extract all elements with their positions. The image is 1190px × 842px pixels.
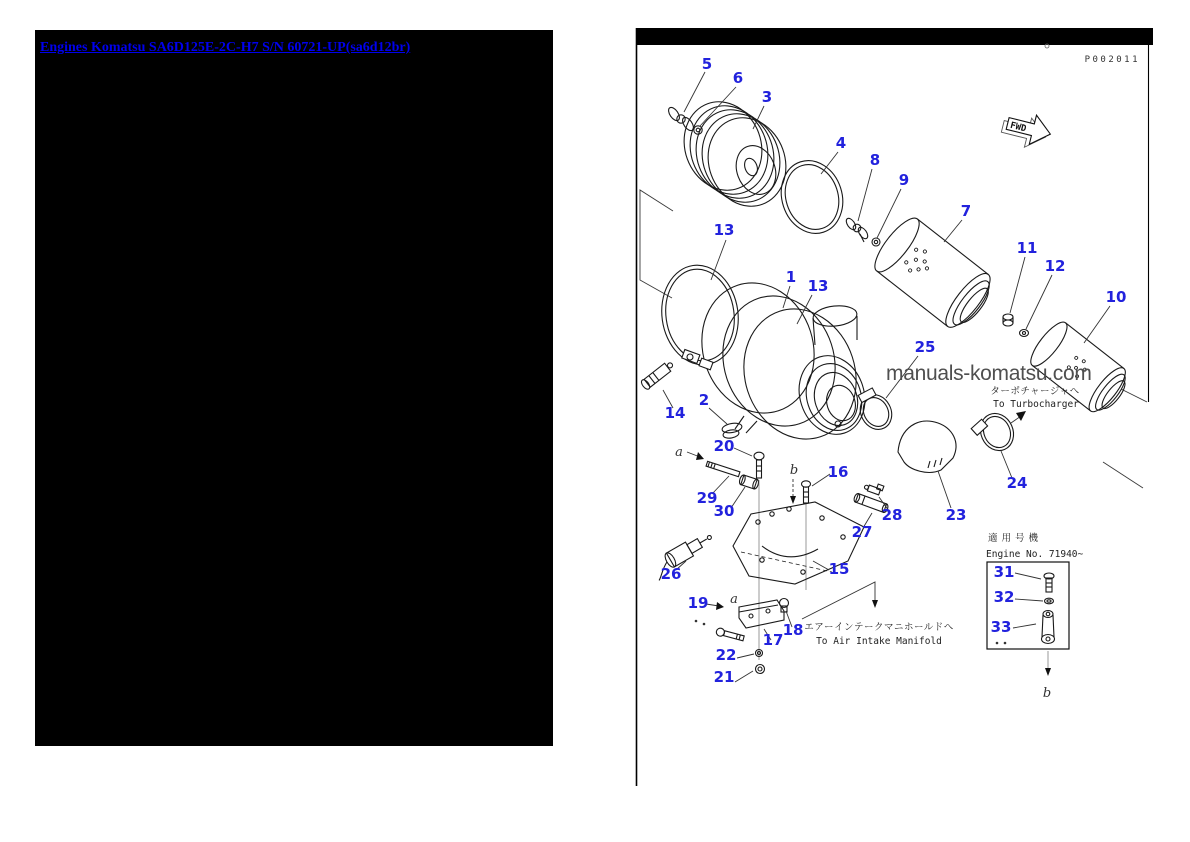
top-black-bar (636, 28, 1153, 45)
part-29-stud (706, 461, 740, 476)
reference-arrows (687, 411, 1026, 619)
callout-1: 1 (785, 268, 797, 286)
watermark: manuals-komatsu.com (886, 362, 1092, 385)
callout-27: 27 (851, 523, 873, 541)
ref-b-1: b (789, 463, 799, 478)
ref-a-1: a (675, 445, 683, 460)
callout-26: 26 (660, 565, 682, 583)
plate-code: P002011 (1084, 55, 1140, 65)
ref-b-2: b (1042, 686, 1052, 701)
engine-no-label-en: Engine No. 71940~ (986, 549, 1084, 560)
part-24-hose-clamp (969, 408, 1019, 458)
callout-11: 11 (1016, 239, 1038, 257)
part-7-outer-element (868, 212, 1000, 335)
part-14-clamp-screw (640, 360, 676, 391)
callout-24: 24 (1006, 474, 1028, 492)
callout-4: 4 (835, 134, 847, 152)
callout-12: 12 (1044, 257, 1066, 275)
callout-14: 14 (664, 404, 686, 422)
callout-18: 18 (782, 621, 804, 639)
callout-16: 16 (827, 463, 849, 481)
part-9-washer (872, 238, 880, 246)
callout-9: 9 (898, 171, 910, 189)
callout-33: 33 (990, 618, 1012, 636)
callout-21: 21 (713, 668, 735, 686)
callout-29: 29 (696, 489, 718, 507)
callout-19: 19 (687, 594, 709, 612)
callout-3: 3 (761, 88, 773, 106)
callout-15: 15 (828, 560, 850, 578)
part-1-air-cleaner-body (685, 268, 874, 454)
part-23-elbow-hose (898, 421, 956, 472)
callout-7: 7 (960, 202, 972, 220)
callout-5: 5 (701, 55, 713, 73)
callout-30: 30 (713, 502, 735, 520)
part-16-bolt (802, 481, 811, 503)
part-17-bracket-block (739, 600, 784, 628)
callout-13b: 13 (807, 277, 829, 295)
callout-25: 25 (914, 338, 936, 356)
callout-2: 2 (698, 391, 710, 409)
engine-no-label-jp: 適用号機 (988, 533, 1043, 544)
fwd-arrow-icon (999, 108, 1054, 153)
part-13-band-clamp (655, 260, 744, 370)
part-3-end-cover (672, 91, 798, 218)
part-6-washer (694, 126, 702, 134)
callout-23: 23 (945, 506, 967, 524)
intake-label-en: To Air Intake Manifold (816, 636, 942, 647)
callout-13: 13 (713, 221, 735, 239)
ref-a-2: a (730, 592, 738, 607)
turbo-label-en: To Turbocharger (993, 399, 1079, 410)
continuation-dots (695, 620, 706, 626)
catalog-title-link[interactable]: Engines Komatsu SA6D125E-2C-H7 S/N 60721-UP(sa6d12br) (40, 40, 411, 55)
callout-17: 17 (762, 631, 784, 649)
callout-31: 31 (993, 563, 1015, 581)
callout-6: 6 (732, 69, 744, 87)
part-4-gasket-ring (772, 153, 852, 242)
callout-32: 32 (993, 588, 1015, 606)
part-26-sensor (649, 530, 717, 581)
callout-10: 10 (1105, 288, 1127, 306)
part-5-wing-nut (666, 106, 695, 133)
intake-label-jp: エアーインテークマニホールドへ (804, 622, 954, 633)
part-28-fitting (864, 480, 884, 496)
callout-22: 22 (715, 646, 737, 664)
callout-8: 8 (869, 151, 881, 169)
part-20-bolt (754, 452, 764, 478)
part-11-nut (1003, 314, 1013, 326)
callout-20: 20 (713, 437, 735, 455)
callout-28: 28 (881, 506, 903, 524)
part-12-washer (1020, 330, 1029, 337)
part-21-nut (756, 665, 765, 674)
turbo-label-jp: ターボチャージャへ (990, 386, 1080, 397)
part-8-wing-bolt (844, 217, 869, 242)
part-19-bolt (715, 627, 744, 642)
fwd-label: FWD (1008, 120, 1028, 135)
